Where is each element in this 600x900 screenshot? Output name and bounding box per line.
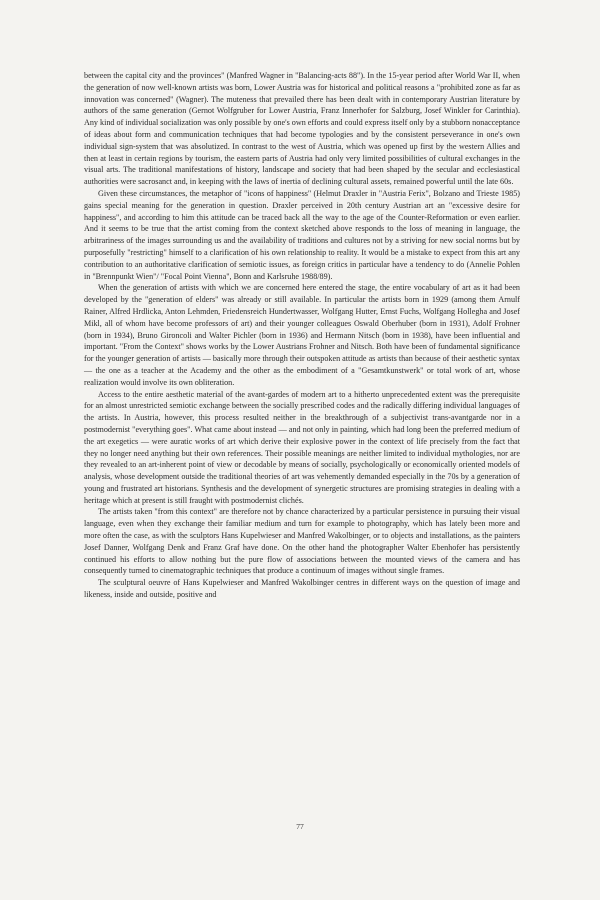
page-number: 77	[296, 822, 304, 831]
paragraph: Access to the entire aesthetic material of the avant-gardes of modern art to a hitherto unprecedented extent was the prerequisite for an almost unrestricted semiotic exchange between the socially prescribed codes and the radically differing individual languages of the artists. In Austria, however, this process resulted neither in the breakthrough of a subjectivist trans-avantgarde nor in a postmodernist "everything goes". What came about instead — and not only in painting, which had long been the preferred medium of the art exegetics — were auratic works of art which derive their explosive power in the context of life precisely from the fact that they no longer need anything but their own references. Their possible meanings are neither limited to individual mythologies, nor are they revealed to an art-inherent point of view or decodable by means of socially, psychologically or economically oriented models of analysis, whose development outside the traditional theories of art was vehemently demanded especially in the 70s by a generation of young and frustrated art historians. Synthesis and the development of synergetic structures are promising strategies in dealing with a heritage which at present is still fraught with postmodernist clichés.	[84, 389, 520, 505]
paragraph: Given these circumstances, the metaphor of "icons of happiness" (Helmut Draxler in "Austria Ferix", Bolzano and Trieste 1985) gains special meaning for the generation in question. Draxler perceived in 20th century Austrian art an "excessive desire for happiness", and according to him this attitude can be traced back all the way to the age of the Counter-Reformation or even earlier. And it seems to be true that the artist coming from the context sketched above responds to the loss of meaning in language, the arbitrariness of the images surrounding us and the availability of traditions and cultures not by a striving for new social norms but by purposefully "restricting" himself to a clarification of his own relationship to reality. It would be a mistake to expect from this art any contribution to an authoritative clarification of semiotic issues, as foreign critics in particular have a tendency to do (Annelie Pohlen in "Brennpunkt Wien"/ "Focal Point Vienna", Bonn and Karlsruhe 1988/89).	[84, 188, 520, 281]
paragraph: When the generation of artists with which we are concerned here entered the stage, the entire vocabulary of art as it had been developed by the "generation of elders" was already or still available. In particular the artists born in 1929 (among them Arnulf Rainer, Alfred Hrdlicka, Anton Lehmden, Friedensreich Hundertwasser, Wolfgang Hutter, Ernst Fuchs, Wolfgang Hollegha and Josef Mikl, all of whom have become professors of art) and their younger colleagues Oswald Oberhuber (born in 1931), Adolf Frohner (born in 1934), Bruno Gironcoli and Walter Pichler (born in 1936) and Hermann Nitsch (born in 1938), have been influential and important. "From the Context" shows works by the Lower Austrians Frohner and Nitsch. Both have been of fundamental significance for the younger generation of artists — basically more through their outspoken attitude as artists than because of their aesthetic syntax — the one as a teacher at the Academy and the other as the embodiment of a "Gesamtkunstwerk" or total work of art, whose realization would involve its own obliteration.	[84, 283, 520, 387]
paragraph: The sculptural oeuvre of Hans Kupelwieser and Manfred Wakolbinger centres in different ways on the question of image and likeness, inside and outside, positive and	[84, 578, 520, 600]
body-text	[84, 70, 520, 601]
paragraph: between the capital city and the provinces" (Manfred Wagner in "Balancing-acts 88"). In the 15-year period after World War II, when the generation of now well-known artists was born, Lower Austria was for historical and political reasons a "prohibited zone as far as innovation was concerned" (Wagner). The muteness that prevailed there has been dealt with in contemporary Austrian literature by authors of the same generation (Gernot Wolfgruber for Lower Austria, Franz Innerhofer for Salzburg, Josef Winkler for Carinthia). Any kind of individual socialization was only possible by one's own efforts and could express itself only by a stubborn nonacceptance of ideas about form and communication techniques that had become typologies and by the consistent perseverance in one's own individual sign-system that was absolutized. In contrast to the west of Austria, which was opened up first by the western Allies and then at least in certain regions by tourism, the eastern parts of Austria had only very limited possibilities of cultural exchanges in the visual arts. The traditional manifestations of history, landscape and society that had been shaped by the secular and ecclesiastical authorities were sacrosanct and, in keeping with the laws of inertia of declining cultural assets, remained powerful until the late 60s.	[84, 71, 520, 187]
paragraph: The artists taken "from this context" are therefore not by chance characterized by a particular persistence in pursuing their visual language, even when they exchange their familiar medium and turn for example to photography, which has lately been more and more often the case, as with the sculptors Hans Kupelwieser and Manfred Wakolbinger, or to objects and installations, as the painters Josef Danner, Wolfgang Denk and Franz Graf have done. On the other hand the photographer Walter Ebenhofer has persistently continued his efforts to allow nothing but the pure flow of associations between the mounted views of the camera and has consequently turned to cinematographic techniques that produce a continuum of images without single frames.	[84, 507, 520, 576]
